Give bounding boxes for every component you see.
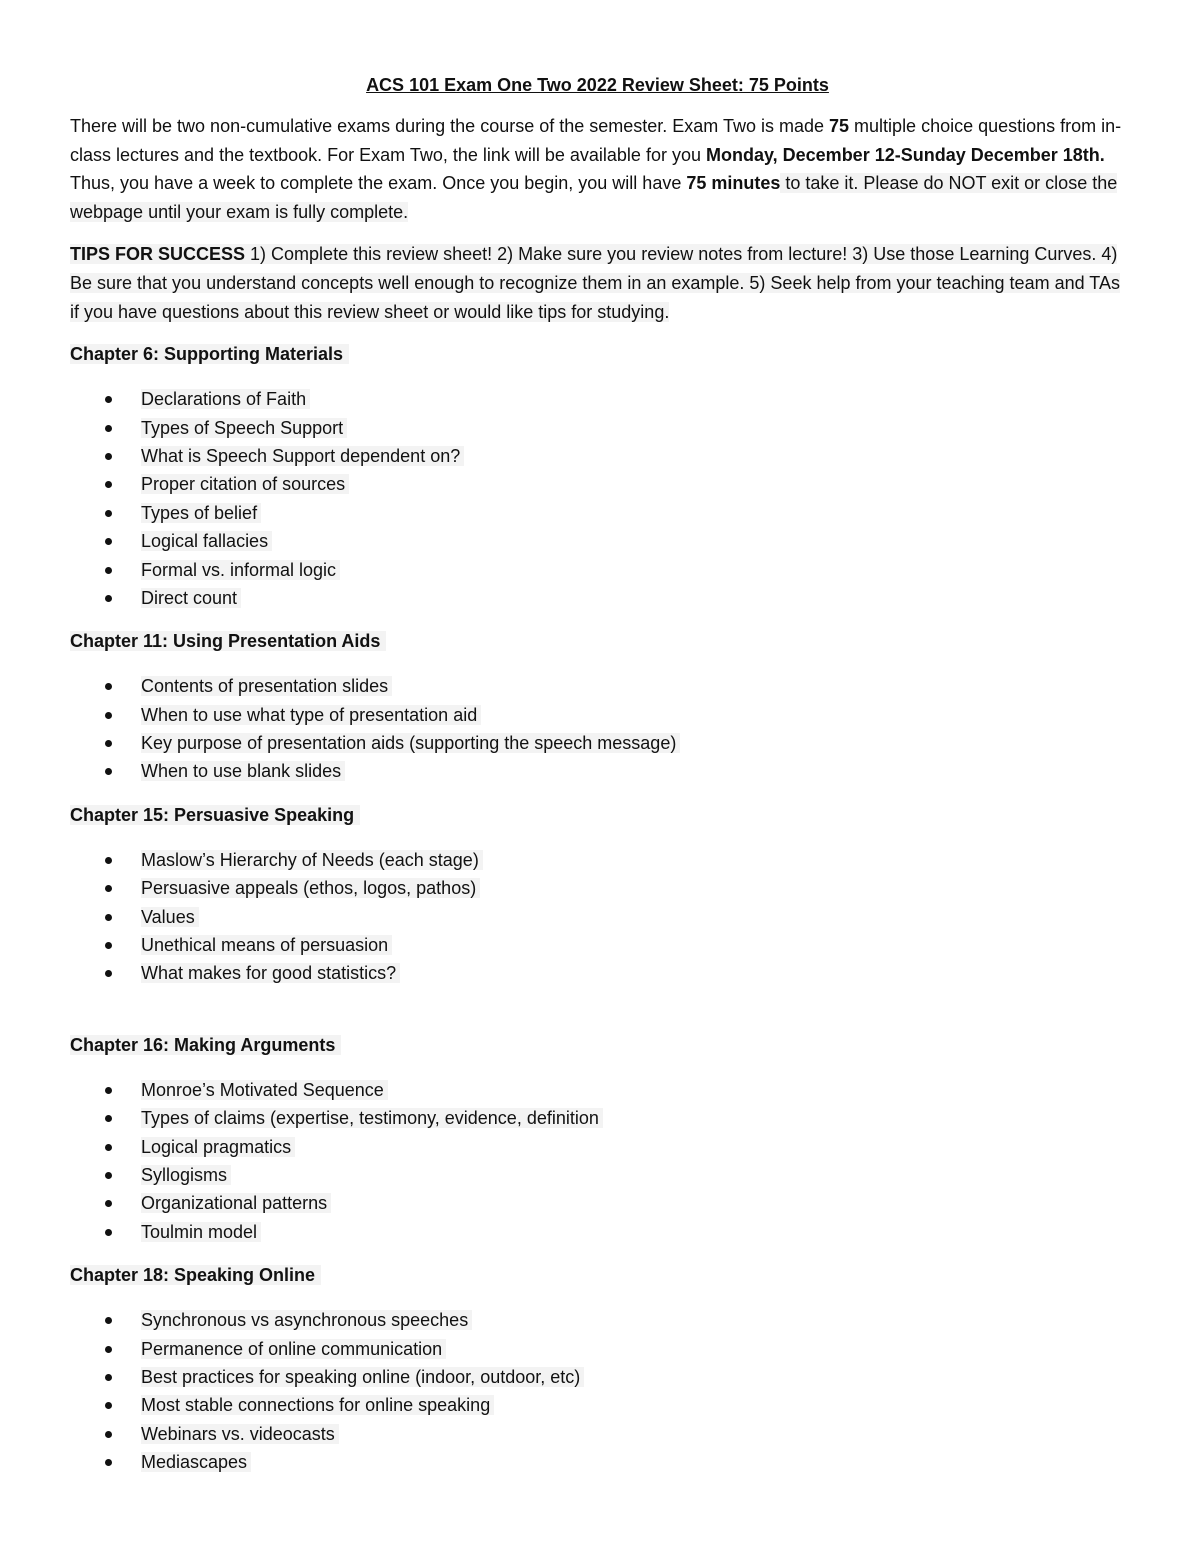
list-item: Unethical means of persuasion: [70, 931, 1125, 959]
list-item: When to use blank slides: [70, 757, 1125, 785]
bullet-icon: [105, 1087, 112, 1094]
bullet-icon: [105, 970, 112, 977]
bullet-icon: [105, 510, 112, 517]
intro-bold-dates: Monday, December 12-Sunday December 18th.: [705, 144, 1105, 165]
intro-text-4: to take it. Please do NOT exit or close the webpage until your exam is fully complete.: [70, 173, 1118, 222]
list-item: Syllogisms: [70, 1161, 1125, 1189]
intro-bold-duration: 75 minutes: [686, 173, 781, 194]
list-item: Direct count: [70, 584, 1125, 612]
bullet-icon: [105, 1317, 112, 1324]
bullet-icon: [105, 1115, 112, 1122]
intro-text-3: Thus, you have a week to complete the exam. Once you begin, you will have: [70, 173, 687, 194]
list-item: Logical pragmatics: [70, 1133, 1125, 1161]
bullet-list: [70, 672, 1125, 786]
bullet-list: [70, 385, 1125, 612]
bullet-icon: [105, 567, 112, 574]
bullet-icon: [105, 914, 112, 921]
list-item: Mediascapes: [70, 1448, 1125, 1476]
bullet-icon: [105, 1431, 112, 1438]
bullet-icon: [105, 942, 112, 949]
intro-text-2: multiple choice questions from in-class lectures and the textbook. For Exam Two, the link will be available for you: [70, 116, 1122, 165]
list-item: Types of claims (expertise, testimony, evidence, definition: [70, 1104, 1125, 1132]
list-item: Logical fallacies: [70, 527, 1125, 555]
bullet-icon: [105, 538, 112, 545]
blank-line: [70, 1003, 1125, 1031]
bullet-icon: [105, 1144, 112, 1151]
list-item: Proper citation of sources: [70, 470, 1125, 498]
list-item: When to use what type of presentation aid: [70, 701, 1125, 729]
list-item: Organizational patterns: [70, 1189, 1125, 1217]
bullet-list: [70, 1076, 1125, 1246]
list-item: Best practices for speaking online (indoor, outdoor, etc): [70, 1363, 1125, 1391]
tips-paragraph: [70, 240, 1125, 326]
list-item: Contents of presentation slides: [70, 672, 1125, 700]
document-title: ACS 101 Exam One Two 2022 Review Sheet: 75 Points: [366, 75, 829, 95]
bullet-icon: [105, 1459, 112, 1466]
list-item: Persuasive appeals (ethos, logos, pathos): [70, 874, 1125, 902]
document-page: [70, 72, 1125, 1491]
list-item: Values: [70, 903, 1125, 931]
bullet-icon: [105, 595, 112, 602]
bullet-icon: [105, 768, 112, 775]
bullet-icon: [105, 1346, 112, 1353]
bullet-icon: [105, 1229, 112, 1236]
list-item: Maslow’s Hierarchy of Needs (each stage): [70, 846, 1125, 874]
chapter-heading: Chapter 18: Speaking Online: [70, 1261, 1125, 1289]
list-item: What makes for good statistics?: [70, 959, 1125, 987]
list-item: What is Speech Support dependent on?: [70, 442, 1125, 470]
bullet-icon: [105, 396, 112, 403]
bullet-icon: [105, 1172, 112, 1179]
bullet-icon: [105, 740, 112, 747]
bullet-icon: [105, 1374, 112, 1381]
bullet-list: [70, 846, 1125, 988]
intro-text-1: There will be two non-cumulative exams during the course of the semester. Exam Two is made: [70, 116, 830, 136]
chapter-heading: Chapter 6: Supporting Materials: [70, 340, 1125, 368]
tips-text: 1) Complete this review sheet! 2) Make sure you review notes from lecture! 3) Use those Learning Curves. 4) Be sure that you understand concepts well enough to recognize them in an example. 5) Seek help from your teaching team and TAs if you have questions about this review sheet or would like tips for studying.: [70, 244, 1120, 322]
bullet-icon: [105, 481, 112, 488]
chapter-heading: Chapter 11: Using Presentation Aids: [70, 627, 1125, 655]
list-item: Key purpose of presentation aids (supporting the speech message): [70, 729, 1125, 757]
list-item: Toulmin model: [70, 1218, 1125, 1246]
bullet-icon: [105, 857, 112, 864]
bullet-icon: [105, 885, 112, 892]
bullet-icon: [105, 1402, 112, 1409]
intro-bold-question-count: 75: [829, 116, 850, 136]
bullet-icon: [105, 712, 112, 719]
tips-label: TIPS FOR SUCCESS: [70, 244, 246, 265]
chapter-heading: Chapter 15: Persuasive Speaking: [70, 801, 1125, 829]
list-item: Webinars vs. videocasts: [70, 1420, 1125, 1448]
chapter-heading: Chapter 16: Making Arguments: [70, 1031, 1125, 1059]
list-item: Most stable connections for online speaking: [70, 1391, 1125, 1419]
list-item: Types of Speech Support: [70, 414, 1125, 442]
bullet-icon: [105, 683, 112, 690]
list-item: Monroe’s Motivated Sequence: [70, 1076, 1125, 1104]
list-item: Types of belief: [70, 499, 1125, 527]
intro-paragraph: [70, 112, 1125, 226]
bullet-list: [70, 1306, 1125, 1476]
list-item: Synchronous vs asynchronous speeches: [70, 1306, 1125, 1334]
bullet-icon: [105, 1200, 112, 1207]
list-item: Permanence of online communication: [70, 1335, 1125, 1363]
bullet-icon: [105, 453, 112, 460]
bullet-icon: [105, 425, 112, 432]
list-item: Declarations of Faith: [70, 385, 1125, 413]
list-item: Formal vs. informal logic: [70, 556, 1125, 584]
